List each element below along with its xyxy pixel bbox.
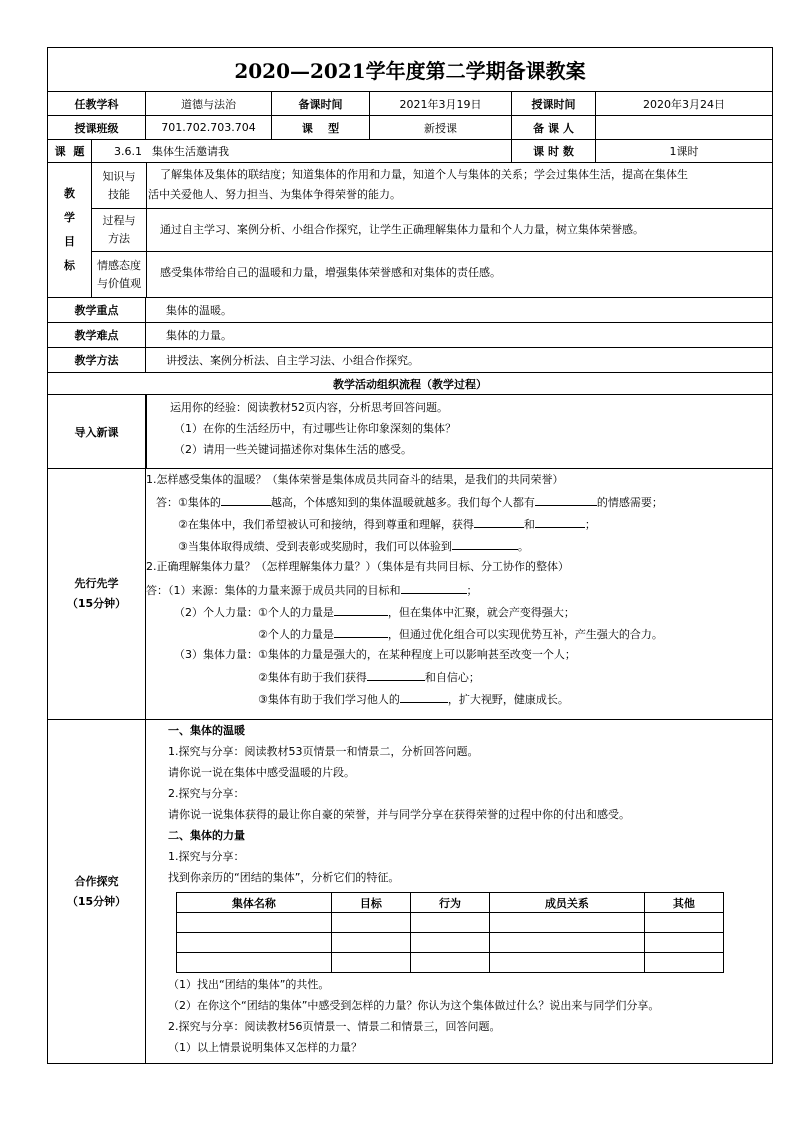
objective-process-label (92, 209, 147, 251)
coop-line: 找到你亲历的“团结的集体”，分析它们的特征。 (168, 871, 400, 884)
intro-line: （1）在你的生活经历中，有过哪些让你印象深刻的集体？ (174, 422, 456, 435)
text: ； (466, 584, 478, 597)
coop-line: 1.探究与分享：阅读教材53页情景一和情景二，分析回答问题。 (168, 745, 479, 758)
coop-line: （2）在你这个“团结的集体”中感受到怎样的力量？你认为这个集体做过什么？说出来与同学们分享。 (168, 999, 660, 1012)
title-row (48, 48, 772, 92)
objective-label-line: 与价值观 (97, 276, 141, 290)
table-cell[interactable] (177, 913, 332, 933)
fill-blank[interactable] (401, 582, 467, 594)
coop-line: 1.探究与分享： (168, 850, 245, 863)
table-cell[interactable] (410, 953, 489, 973)
preparer-value (596, 116, 772, 139)
coop-label-cell (48, 720, 146, 1063)
preview-answer (178, 516, 596, 532)
text: ③集体有助于我们学习他人的 (258, 693, 400, 706)
objectives-label-char: 标 (64, 259, 75, 272)
table-header: 成员关系 (490, 893, 645, 913)
method-row (48, 348, 772, 373)
text: ③当集体取得成绩、受到表彰或奖励时，我们可以体验到 (178, 540, 452, 553)
text: ②集体有助于我们获得 (258, 671, 367, 684)
objective-label-line: 过程与 (102, 214, 136, 227)
table-cell[interactable] (644, 933, 723, 953)
topic-cell (92, 140, 512, 162)
lesson-plan-sheet (47, 47, 773, 1064)
section-heading: 二、集体的力量 (168, 829, 245, 842)
info-row-2 (48, 116, 772, 140)
table-cell[interactable] (644, 953, 723, 973)
objective-label-line: 方法 (108, 232, 130, 245)
lesson-type-label: 课 型 (272, 116, 370, 139)
table-cell[interactable] (410, 913, 489, 933)
classes-value: 701.702.703.704 (146, 116, 272, 139)
text: ； (584, 518, 596, 531)
fill-blank[interactable] (334, 626, 388, 638)
coop-label: 合作探究 (74, 874, 119, 888)
method-value: 讲授法、案例分析法、自主学习法、小组合作探究。 (166, 354, 419, 367)
fill-blank[interactable] (474, 516, 524, 528)
method-label: 教学方法 (48, 348, 146, 372)
text: ，扩大视野，健康成长。 (447, 693, 569, 706)
key-point-label: 教学重点 (48, 298, 146, 322)
flow-title: 教学活动组织流程（教学过程） (333, 377, 487, 391)
coop-line: （1）找出“团结的集体”的共性。 (168, 978, 330, 991)
text: 和自信心； (424, 671, 480, 684)
text: 答：①集体的 (156, 496, 221, 509)
hours-value: 1课时 (669, 145, 699, 158)
fill-blank[interactable] (221, 494, 271, 506)
table-header: 行为 (410, 893, 489, 913)
preview-row (48, 469, 772, 720)
text: 答：（1）来源：集体的力量来源于成员共同的目标和 (146, 584, 401, 597)
flow-title-row (48, 373, 772, 395)
text: 。 (517, 540, 529, 553)
table-cell[interactable] (644, 913, 723, 933)
preview-question: 2.正确理解集体力量？（怎样理解集体力量？）（集体是有共同目标、分工协作的整体） (146, 560, 569, 573)
objective-text: 通过自主学习、案例分析、小组合作探究，让学生正确理解集体力量和个人力量，树立集体荣誉感。 (160, 223, 644, 236)
key-point-row (48, 298, 772, 323)
page-title: 2020—2021学年度第二学期备课教案 (234, 59, 586, 83)
table-header: 目标 (331, 893, 410, 913)
table-row (177, 933, 724, 953)
subject-label: 任教学科 (48, 92, 146, 115)
text: ，但通过优化组合可以实现优势互补，产生强大的合力。 (387, 628, 663, 641)
table-cell[interactable] (490, 913, 645, 933)
coop-line: （1）以上情景说明集体又怎样的力量？ (168, 1041, 362, 1054)
table-cell[interactable] (490, 953, 645, 973)
objective-text: 感受集体带给自己的温暖和力量，增强集体荣誉感和对集体的责任感。 (160, 266, 501, 279)
objective-process (92, 209, 772, 252)
preparer-label: 备 课 人 (512, 116, 596, 139)
prep-time-value: 2021年3月19日 (370, 92, 512, 115)
teach-time-value: 2020年3月24日 (643, 97, 725, 111)
objectives-block (48, 163, 772, 298)
info-row-1 (48, 92, 772, 116)
table-cell[interactable] (177, 953, 332, 973)
coop-line: 请你说一说在集体中感受温暖的片段。 (168, 766, 355, 779)
text: 的情感需要； (596, 496, 663, 509)
table-cell[interactable] (331, 913, 410, 933)
coop-line: 2.探究与分享：阅读教材56页情景一、情景二和情景三，回答问题。 (168, 1020, 501, 1033)
preview-answer (156, 494, 663, 510)
fill-blank[interactable] (452, 538, 518, 550)
preview-time: （15分钟） (66, 597, 127, 610)
objectives-items (92, 163, 772, 298)
objective-label-line: 知识与 (102, 169, 136, 183)
objective-attitude (92, 252, 772, 297)
preview-answer (146, 582, 478, 598)
coop-line: 请你说一说集体获得的最让你自豪的荣誉，并与同学分享在获得荣誉的过程中你的付出和感受。 (168, 808, 630, 821)
preview-answer (258, 669, 480, 685)
objective-text: 了解集体及集体的联结度；知道集体的作用和力量，知道个人与集体的关系；学会过集体生活，提高在集体生 (160, 168, 688, 181)
objectives-label (48, 163, 92, 297)
objective-label-line: 情感态度 (97, 258, 141, 272)
text: ②个人的力量是 (258, 628, 334, 641)
objective-attitude-label (92, 252, 147, 297)
preview-question: 1.怎样感受集体的温暖？（集体荣誉是集体成员共同奋斗的结果，是我们的共同荣誉） (146, 473, 564, 486)
table-row (177, 953, 724, 973)
difficulty-value: 集体的力量。 (166, 329, 232, 342)
topic-label: 课 题 (48, 140, 92, 162)
preview-answer (178, 538, 529, 554)
teach-time-label: 授课时间 (512, 92, 596, 115)
text: ，但在集体中汇聚，就会产变得强大； (387, 606, 575, 619)
coop-row (48, 720, 772, 1063)
classes-label: 授课班级 (48, 116, 146, 139)
table-header-row (177, 893, 724, 913)
table-cell[interactable] (331, 933, 410, 953)
difficulty-label: 教学难点 (48, 323, 146, 347)
subject-value: 道德与法治 (146, 92, 272, 115)
collective-table (176, 892, 724, 973)
intro-line: 运用你的经验：阅读教材52页内容，分析思考回答问题。 (170, 401, 448, 414)
objective-text: 活中关爱他人、努力担当、为集体争得荣誉的能力。 (148, 188, 401, 201)
lesson-type-value: 新授课 (370, 116, 512, 139)
topic-code: 3.6.1 (114, 144, 142, 158)
objective-label-line: 技能 (108, 187, 130, 201)
table-header: 其他 (644, 893, 723, 913)
preview-label-cell (48, 469, 146, 719)
fill-blank[interactable] (367, 669, 425, 681)
fill-blank[interactable] (535, 516, 585, 528)
text: （2）个人力量：①个人的力量是 (174, 606, 334, 619)
intro-line: （2）请用一些关键词描述你对集体生活的感受。 (174, 443, 412, 456)
preview-answer: （3）集体力量：①集体的力量是强大的，在某种程度上可以影响甚至改变一个人； (174, 648, 576, 661)
section-heading: 一、集体的温暖 (168, 724, 245, 737)
table-row (177, 913, 724, 933)
fill-blank[interactable] (400, 691, 448, 703)
coop-time: （15分钟） (66, 894, 127, 908)
table-cell[interactable] (490, 933, 645, 953)
table-cell[interactable] (331, 953, 410, 973)
text: 和 (523, 518, 535, 531)
preview-answer (258, 626, 663, 642)
intro-row (48, 395, 772, 469)
fill-blank[interactable] (535, 494, 597, 506)
objectives-label-char: 目 (64, 235, 75, 248)
objective-knowledge-label (92, 163, 147, 208)
difficulty-row (48, 323, 772, 348)
key-point-value: 集体的温暖。 (166, 304, 232, 317)
fill-blank[interactable] (334, 604, 388, 616)
divider (146, 395, 147, 468)
preview-answer (174, 604, 575, 620)
objective-knowledge (92, 163, 772, 209)
hours-label: 课 时 数 (512, 140, 596, 162)
objectives-label-char: 教 (64, 187, 75, 200)
table-cell[interactable] (177, 933, 332, 953)
text: 越高，个体感知到的集体温暖就越多。我们每个人都有 (270, 496, 535, 509)
text: ②在集体中，我们希望被认可和接纳，得到尊重和理解，获得 (178, 518, 474, 531)
topic-value: 集体生活邀请我 (152, 145, 229, 158)
table-header: 集体名称 (177, 893, 332, 913)
table-cell[interactable] (410, 933, 489, 953)
info-row-3 (48, 140, 772, 163)
prep-time-label: 备课时间 (272, 92, 370, 115)
objectives-label-char: 学 (64, 211, 75, 224)
preview-label: 先行先学 (74, 577, 119, 590)
preview-answer (258, 691, 569, 707)
coop-line: 2.探究与分享： (168, 787, 245, 800)
intro-label: 导入新课 (48, 395, 146, 468)
